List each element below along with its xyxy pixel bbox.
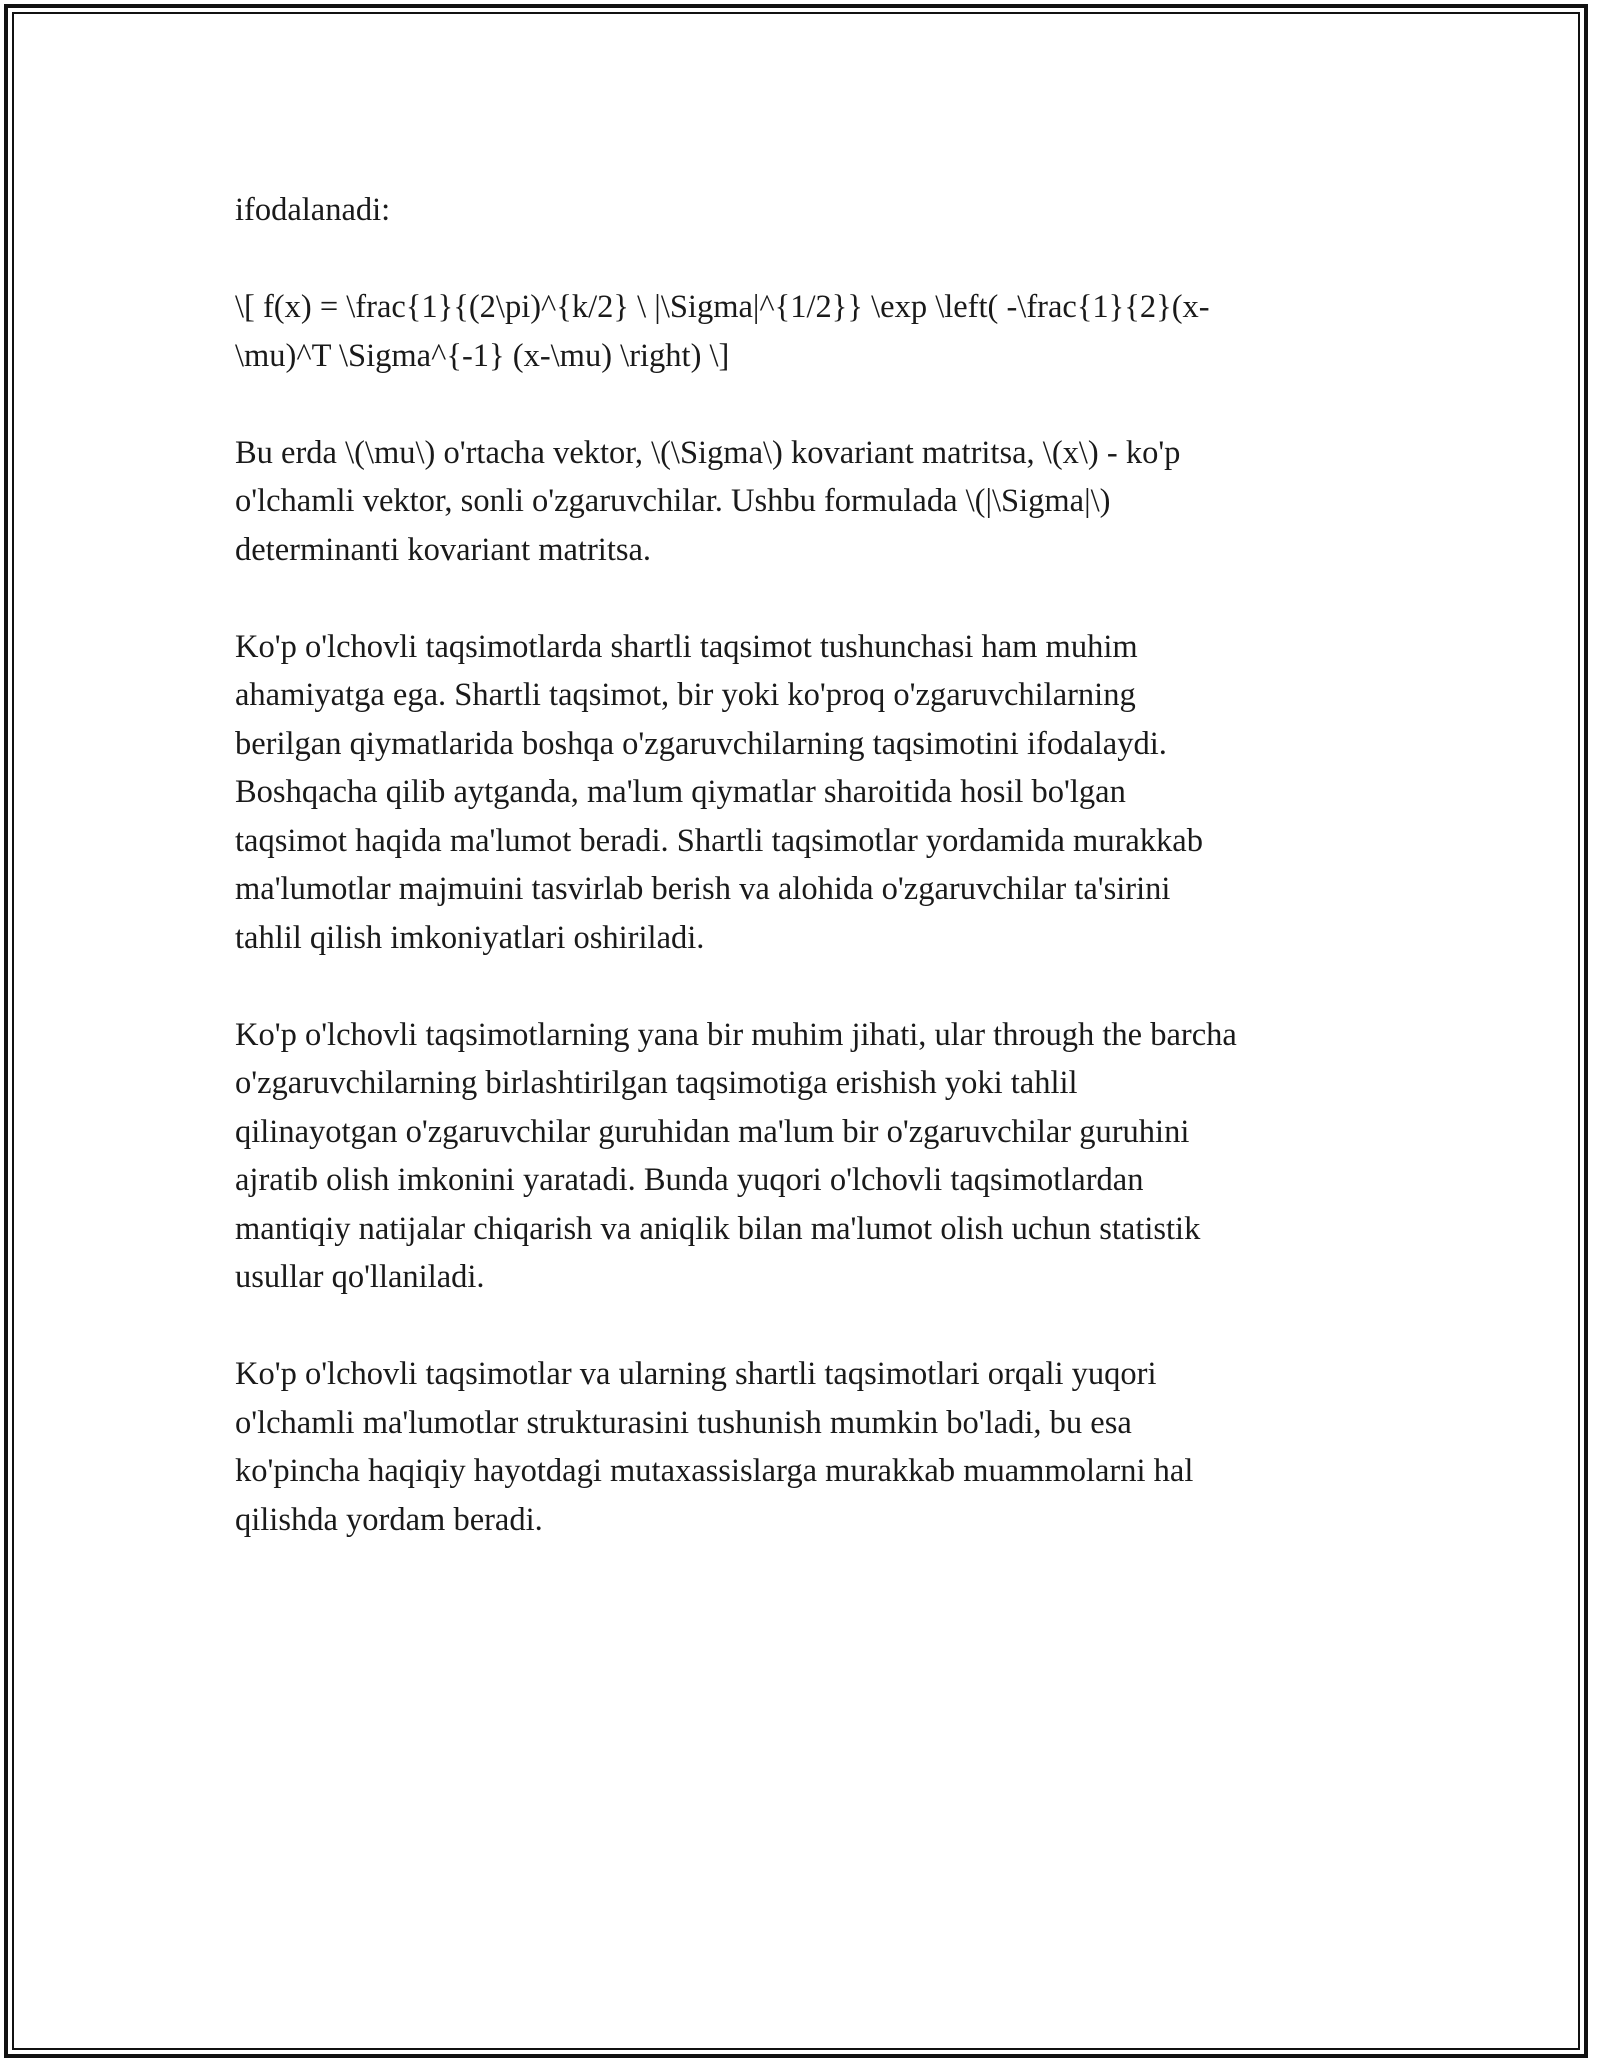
- text-line: ahamiyatga ega. Shartli taqsimot, bir yoki ko'proq o'zgaruvchilarning: [235, 677, 1136, 713]
- paragraph-definitions: [235, 429, 1385, 575]
- text-line: tahlil qilish imkoniyatlari oshiriladi.: [235, 919, 705, 956]
- text-line: Ko'p o'lchovli taqsimotlarning yana bir muhim jihati, ular through the barcha: [235, 1016, 1237, 1053]
- text-line: o'zgaruvchilarning birlashtirilgan taqsimotiga erishish yoki tahlil: [235, 1065, 1078, 1101]
- text-line: Ko'p o'lchovli taqsimotlar va ularning shartli taqsimotlari orqali yuqori: [235, 1356, 1157, 1392]
- text-line: determinanti kovariant matritsa.: [235, 531, 652, 568]
- paragraph-conditional: [235, 623, 1385, 963]
- text-line: ko'pincha haqiqiy hayotdagi mutaxassislarga murakkab muammolarni hal: [235, 1453, 1194, 1489]
- text-line: usullar qo'llaniladi.: [235, 1259, 485, 1295]
- text-line: ifodalanadi:: [235, 192, 391, 228]
- text-line: \mu)^T \Sigma^{-1} (x-\mu) \right) \]: [235, 337, 730, 374]
- paragraph-formula: [235, 283, 1385, 380]
- text-line: ma'lumotlar majmuini tasvirlab berish va alohida o'zgaruvchilar ta'sirini: [235, 871, 1171, 907]
- text-line: taqsimot haqida ma'lumot beradi. Shartli taqsimotlar yordamida murakkab: [235, 822, 1203, 859]
- text-line: qilinayotgan o'zgaruvchilar guruhidan ma'lum bir o'zgaruvchilar guruhini: [235, 1113, 1190, 1150]
- text-line: \[ f(x) = \frac{1}{(2\pi)^{k/2} \ |\Sigma|^{1/2}} \exp \left( -\frac{1}{2}(x-: [235, 289, 1210, 325]
- text-line: qilishda yordam beradi.: [235, 1501, 543, 1538]
- text-line: ajratib olish imkonini yaratadi. Bunda yuqori o'lchovli taqsimotlardan: [235, 1162, 1144, 1198]
- text-line: Ko'p o'lchovli taqsimotlarda shartli taqsimot tushunchasi ham muhim: [235, 628, 1138, 665]
- text-line: o'lchamli ma'lumotlar strukturasini tushunish mumkin bo'ladi, bu esa: [235, 1404, 1132, 1441]
- text-line: Bu erda \(\mu\) o'rtacha vektor, \(\Sigma\) kovariant matritsa, \(x\) - ko'p: [235, 434, 1181, 471]
- text-line: mantiqiy natijalar chiqarish va aniqlik bilan ma'lumot olish uchun statistik: [235, 1210, 1201, 1247]
- text-line: berilgan qiymatlarida boshqa o'zgaruvchilarning taqsimotini ifodalaydi.: [235, 725, 1167, 762]
- paragraph-conclusion: [235, 1350, 1385, 1544]
- paragraph-joint-distribution: [235, 1011, 1385, 1302]
- text-line: Boshqacha qilib aytganda, ma'lum qiymatlar sharoitida hosil bo'lgan: [235, 774, 1126, 810]
- text-line: o'lchamli vektor, sonli o'zgaruvchilar. Ushbu formulada \(|\Sigma|\): [235, 483, 1111, 519]
- document-body: [235, 186, 1385, 1593]
- paragraph-intro: [235, 186, 1385, 235]
